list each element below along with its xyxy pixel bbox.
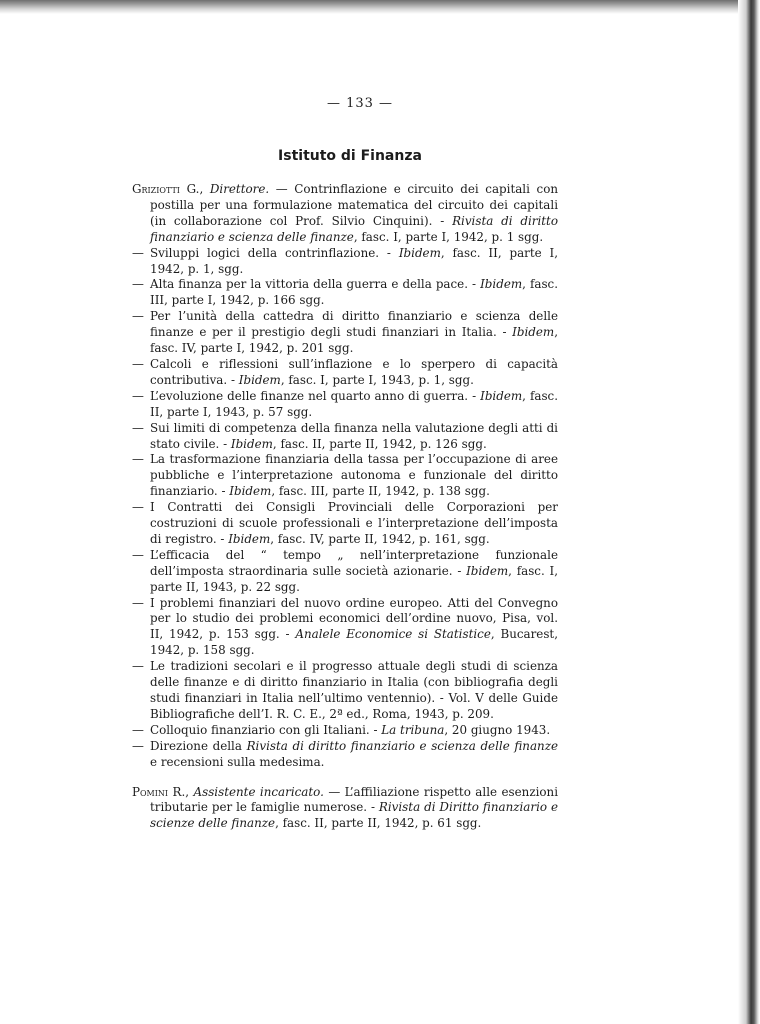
entry-dash: — bbox=[132, 356, 144, 371]
citation-title: Rivista di diritto finanziario e scienza delle finanze bbox=[150, 213, 558, 244]
entry-text: I Contratti dei Consigli Provinciali delle Corporazioni per costruzioni di scuole professionali e l’interpretazione dell’imposta di registro. - bbox=[150, 500, 558, 546]
author-initial: G., bbox=[186, 182, 204, 196]
entry-list-griziotti bbox=[132, 246, 558, 771]
entry-text: , 20 giugno 1943. bbox=[444, 722, 551, 737]
publication-entry bbox=[132, 309, 558, 357]
publication-entry bbox=[132, 596, 558, 660]
publication-entry bbox=[132, 500, 558, 548]
entry-text: , fasc. I, parte I, 1943, p. 1, sgg. bbox=[280, 372, 474, 387]
entry-text: , fasc. I, parte II, 1943, p. 22 sgg. bbox=[150, 563, 558, 594]
page-number: — 133 — bbox=[326, 96, 394, 111]
entry-dash: — bbox=[132, 452, 144, 467]
publication-entry bbox=[132, 421, 558, 453]
publication-entry bbox=[132, 246, 558, 278]
entry-dash: — bbox=[132, 547, 144, 562]
publication-entry bbox=[132, 357, 558, 389]
entry-dash: — bbox=[132, 500, 144, 515]
author-name: Griziotti bbox=[132, 182, 180, 196]
entry-dash: — bbox=[132, 277, 144, 292]
author-role: Direttore. bbox=[209, 182, 270, 196]
citation-title: Rivista di diritto finanziario e scienza delle finanze bbox=[246, 738, 559, 753]
entry-text: — Contrinflazione e circuito dei capitali con postilla per una formulazione matematica del circuito dei capitali (in collaborazione col Prof. Silvio Cinquini). - bbox=[150, 182, 559, 228]
entry-text: , Bucarest, 1942, p. 158 sgg. bbox=[150, 627, 558, 658]
citation-title: Ibidem bbox=[480, 388, 523, 403]
entry-text: , fasc. II, parte II, 1942, p. 126 sgg. bbox=[272, 436, 487, 451]
entry-text: L’efficacia del “ tempo „ nell’interpretazione funzionale dell’imposta straordinaria sulle società azionarie. - bbox=[150, 547, 558, 578]
entry-text: , fasc. II, parte I, 1943, p. 57 sgg. bbox=[150, 388, 558, 419]
author-block-pomini bbox=[132, 785, 558, 833]
entry-text: L’evoluzione delle finanze nel quarto anno di guerra. - bbox=[150, 388, 481, 403]
entry-text: , fasc. II, parte I, 1942, p. 1, sgg. bbox=[150, 245, 559, 276]
entry-text: Colloquio finanziario con gli Italiani. - bbox=[150, 722, 382, 737]
citation-title: Ibidem bbox=[466, 563, 509, 578]
publication-entry bbox=[132, 739, 558, 771]
entry-text: e recensioni sulla medesima. bbox=[150, 754, 325, 769]
author-initial: R., bbox=[172, 784, 190, 799]
entry-text: , fasc. II, parte II, 1942, p. 61 sgg. bbox=[275, 816, 482, 831]
entry-text: Le tradizioni secolari e il progresso attuale degli studi di scienza delle finanze e di diritto finanziario in Italia (con bibliografia degli studi finanziari in Italia nell’ultimo ventennio). - Vol. V delle Guide Bibliografiche dell’I. R. C. E., 2ª ed., Roma, 1943, p. 209. bbox=[150, 659, 558, 721]
entry-text: Per l’unità della cattedra di diritto finanziario e scienza delle finanze e per il prestigio degli studi finanziari in Italia. - bbox=[150, 309, 558, 340]
citation-title: Ibidem bbox=[230, 436, 273, 451]
entry-text: I problemi finanziari del nuovo ordine europeo. Atti del Convegno per lo studio dei problemi economici dell’ordine nuovo, Pisa, vol. II, 1942, p. 153 sgg. - bbox=[150, 595, 558, 642]
citation-title: Ibidem bbox=[512, 325, 555, 340]
entry-text: , fasc. III, parte I, 1942, p. 166 sgg. bbox=[150, 277, 558, 308]
author-name: Pomini bbox=[132, 784, 169, 799]
entry-text: , fasc. IV, parte I, 1942, p. 201 sgg. bbox=[150, 325, 558, 356]
author-block-griziotti bbox=[132, 182, 558, 246]
entry-dash: — bbox=[132, 420, 144, 435]
citation-title: Ibidem bbox=[398, 245, 441, 260]
entry-dash: — bbox=[132, 595, 144, 610]
entry-dash: — bbox=[132, 245, 144, 260]
citation-title: Analele Economice si Statistice bbox=[295, 627, 491, 642]
publication-entry bbox=[132, 389, 558, 421]
entry-dash: — bbox=[132, 722, 144, 737]
publication-entry bbox=[132, 723, 558, 739]
citation-title: Ibidem bbox=[238, 372, 281, 387]
entry-text: , fasc. III, parte II, 1942, p. 138 sgg. bbox=[271, 484, 490, 499]
entry-text: Sui limiti di competenza della finanza nella valutazione degli atti di stato civile. - bbox=[150, 420, 558, 451]
entry-text: Direzione della bbox=[150, 738, 247, 753]
entry-text: — L’affiliazione rispetto alle esenzioni tributarie per le famiglie numerose. - bbox=[150, 784, 559, 815]
citation-title: Rivista di Diritto finanziario e scienze delle finanze bbox=[150, 800, 558, 831]
entry-dash: — bbox=[132, 388, 144, 403]
entry-text: , fasc. IV, parte II, 1942, p. 161, sgg. bbox=[270, 531, 490, 546]
page-top-edge bbox=[0, 0, 760, 14]
entry-text: La trasformazione finanziaria della tassa per l’occupazione di aree pubbliche e l’interpretazione autonoma e funzionale del diritto finanziario. - bbox=[150, 452, 558, 499]
entry-dash: — bbox=[132, 738, 144, 753]
entry-text: Calcoli e riflessioni sull’inflazione e lo sperpero di capacità contributiva. - bbox=[150, 356, 558, 387]
entry-dash: — bbox=[132, 659, 144, 674]
publication-entry bbox=[132, 548, 558, 596]
author-role: Assistente incaricato. bbox=[193, 784, 324, 799]
publication-list bbox=[132, 182, 558, 832]
citation-title: Ibidem bbox=[228, 531, 271, 546]
entry-text: Sviluppi logici della contrinflazione. - bbox=[150, 245, 399, 260]
citation-title: Ibidem bbox=[229, 484, 272, 499]
publication-entry bbox=[132, 452, 558, 500]
publication-entry bbox=[132, 277, 558, 309]
citation-title: Ibidem bbox=[480, 277, 523, 292]
section-title: Istituto di Finanza bbox=[278, 148, 422, 164]
citation-title: La tribuna bbox=[381, 722, 445, 737]
entry-dash: — bbox=[132, 309, 144, 324]
entry-text: , fasc. I, parte I, 1942, p. 1 sgg. bbox=[353, 229, 544, 244]
publication-entry bbox=[132, 659, 558, 723]
page-binding-edge bbox=[738, 0, 760, 1024]
entry-text: Alta finanza per la vittoria della guerra e della pace. - bbox=[150, 277, 481, 292]
